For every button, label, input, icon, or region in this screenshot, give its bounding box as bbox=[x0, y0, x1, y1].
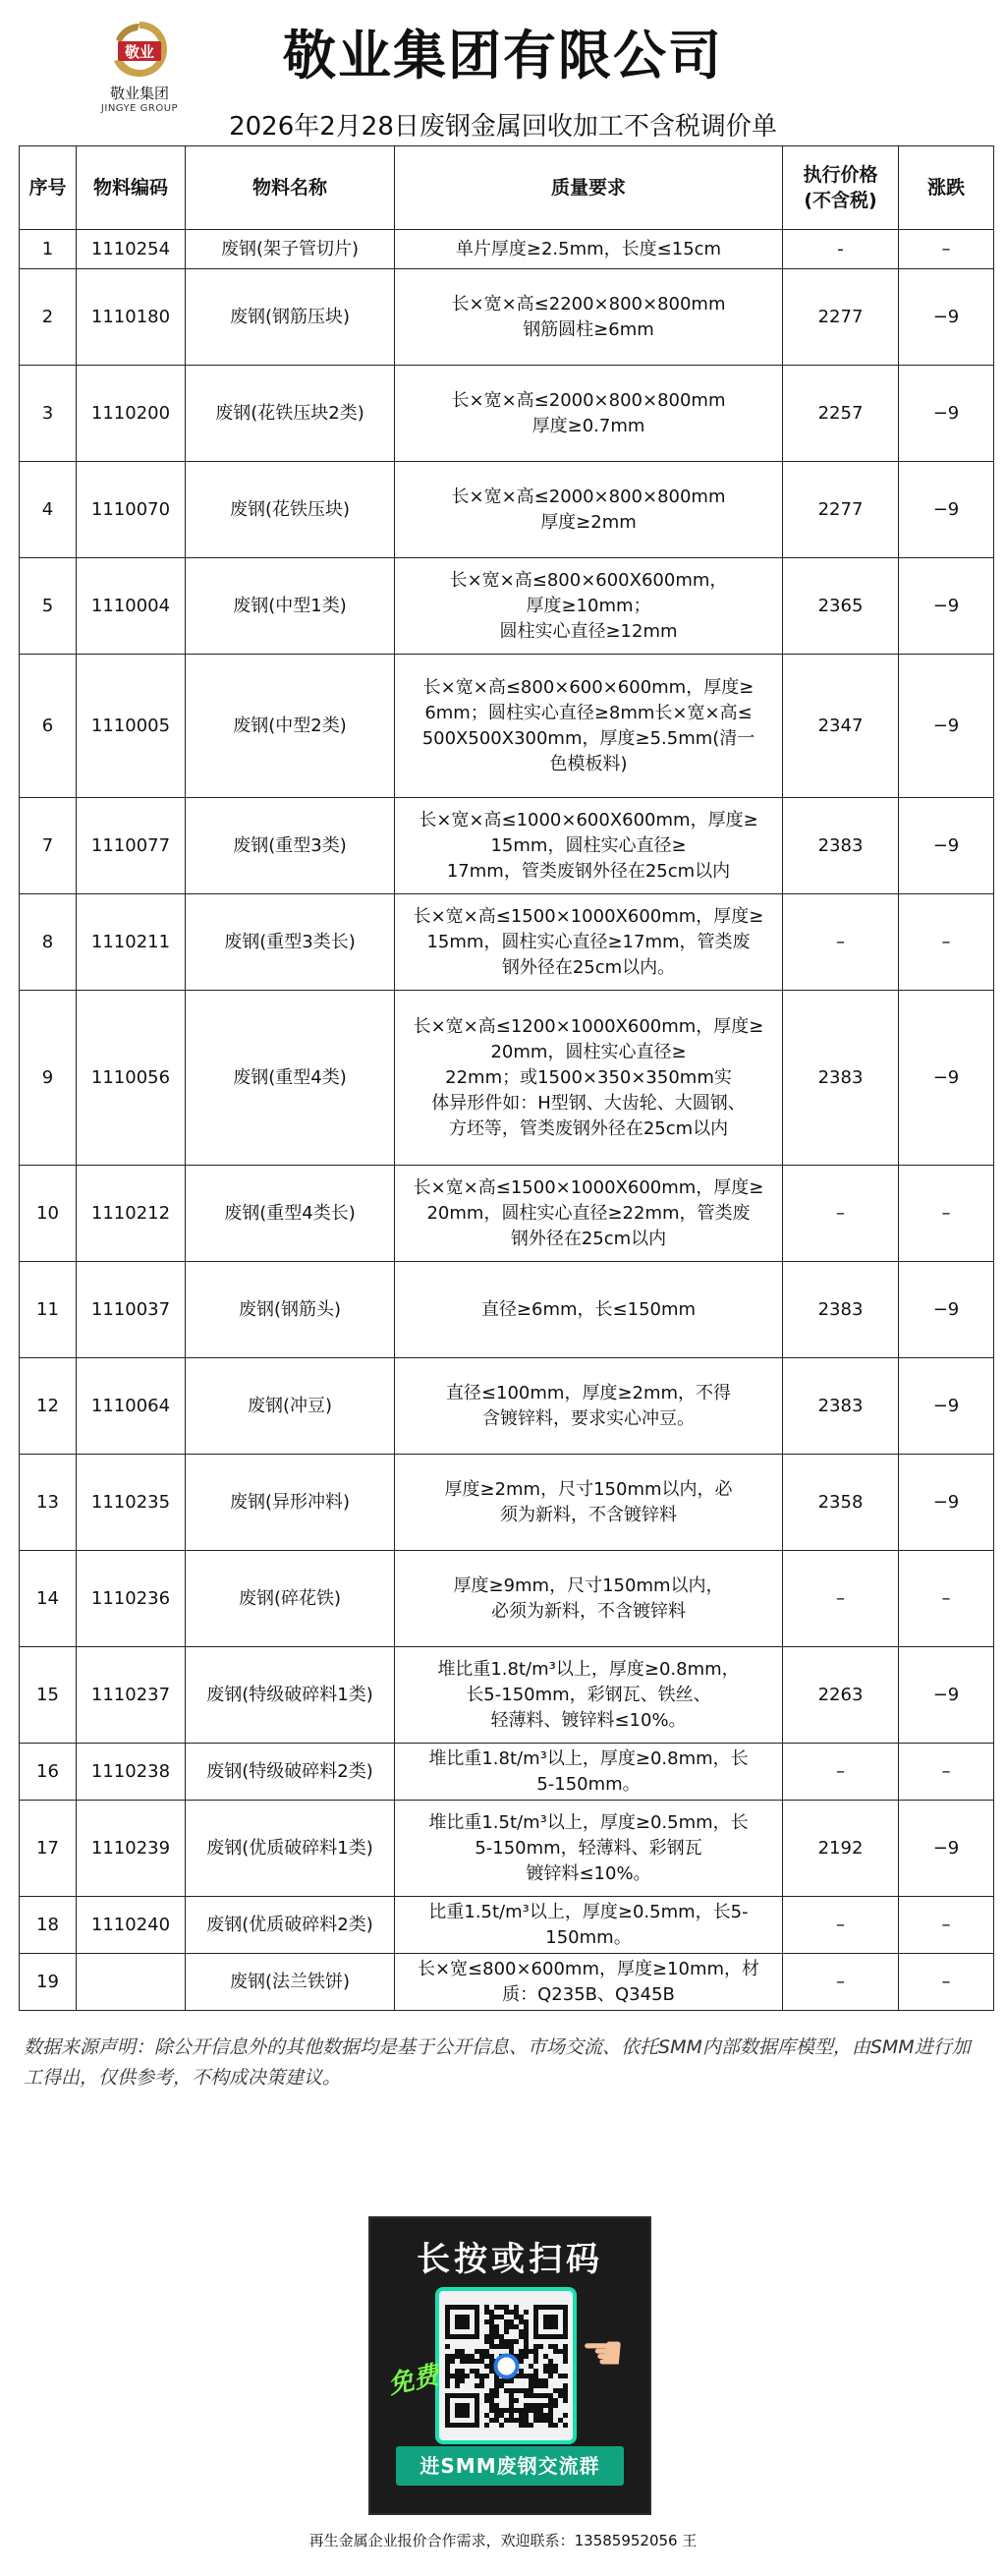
quality-spec: 厚度≥9mm，尺寸150mm以内， 必须为新料，不含镀锌料 bbox=[395, 1551, 783, 1647]
material-name: 废钢(花铁压块) bbox=[186, 462, 395, 558]
price-cell: 2192 bbox=[783, 1801, 899, 1897]
material-name: 废钢(重型4类长) bbox=[186, 1166, 395, 1262]
quality-spec: 长×宽×高≤2200×800×800mm 钢筋圆柱≥6mm bbox=[395, 269, 783, 366]
quality-spec: 长×宽×高≤2000×800×800mm 厚度≥2mm bbox=[395, 462, 783, 558]
table-row bbox=[20, 1954, 994, 2011]
quality-spec: 长×宽×高≤1500×1000X600mm，厚度≥ 20mm，圆柱实心直径≥22mm，管类废 钢外径在25cm以内 bbox=[395, 1166, 783, 1262]
data-source-disclaimer: 数据来源声明：除公开信息外的其他数据均是基于公开信息、市场交流、依托SMM内部数据库模型，由SMM进行加工得出，仅供参考，不构成决策建议。 bbox=[24, 2036, 971, 2089]
material-name: 废钢(架子管切片) bbox=[186, 230, 395, 269]
row-index: 3 bbox=[20, 366, 77, 462]
row-index: 7 bbox=[20, 798, 77, 894]
table-row bbox=[20, 1551, 994, 1647]
header-name: 物料名称 bbox=[186, 146, 395, 230]
quality-spec: 比重1.5t/m³以上，厚度≥0.5mm，长5- 150mm。 bbox=[395, 1897, 783, 1954]
price-cell: – bbox=[783, 1897, 899, 1954]
row-index: 9 bbox=[20, 991, 77, 1166]
change-cell: – bbox=[899, 230, 994, 269]
quality-spec: 堆比重1.8t/m³以上，厚度≥0.8mm，长 5-150mm。 bbox=[395, 1744, 783, 1801]
price-cell: 2383 bbox=[783, 991, 899, 1166]
row-index: 14 bbox=[20, 1551, 77, 1647]
price-cell: 2277 bbox=[783, 462, 899, 558]
material-code: 1110056 bbox=[77, 991, 186, 1166]
material-name: 废钢(重型3类长) bbox=[186, 894, 395, 991]
change-cell: – bbox=[899, 1166, 994, 1262]
material-code: 1110180 bbox=[77, 269, 186, 366]
poster-join-band: 进SMM废钢交流群 bbox=[396, 2446, 624, 2486]
material-name: 废钢(重型3类) bbox=[186, 798, 395, 894]
change-cell: −9 bbox=[899, 269, 994, 366]
contact-footer: 再生金属企业报价合作需求，欢迎联系：13585952056 王 bbox=[308, 2532, 698, 2549]
price-cell: 2365 bbox=[783, 558, 899, 655]
price-cell: 2383 bbox=[783, 1358, 899, 1455]
change-cell: −9 bbox=[899, 798, 994, 894]
logo-name: 敬业集团 bbox=[109, 85, 169, 102]
table-row bbox=[20, 1801, 994, 1897]
material-name: 废钢(钢筋头) bbox=[186, 1262, 395, 1358]
change-cell: – bbox=[899, 1897, 994, 1954]
row-index: 8 bbox=[20, 894, 77, 991]
price-cell: 2277 bbox=[783, 269, 899, 366]
material-code: 1110064 bbox=[77, 1358, 186, 1455]
change-cell: −9 bbox=[899, 1358, 994, 1455]
row-index: 1 bbox=[20, 230, 77, 269]
document-subtitle: 2026年2月28日废钢金属回收加工不含税调价单 bbox=[229, 112, 777, 142]
qr-code[interactable] bbox=[435, 2287, 577, 2444]
material-name: 废钢(碎花铁) bbox=[186, 1551, 395, 1647]
company-title: 敬业集团有限公司 bbox=[283, 25, 723, 86]
row-index: 5 bbox=[20, 558, 77, 655]
quality-spec: 长×宽×高≤1500×1000X600mm，厚度≥ 15mm，圆柱实心直径≥17mm，管类废 钢外径在25cm以内。 bbox=[395, 894, 783, 991]
price-cell: 2383 bbox=[783, 1262, 899, 1358]
free-label: 免费 bbox=[385, 2360, 442, 2401]
table-row bbox=[20, 1358, 994, 1455]
price-cell: – bbox=[783, 1166, 899, 1262]
quality-spec: 长×宽×高≤800×600X600mm， 厚度≥10mm； 圆柱实心直径≥12mm bbox=[395, 558, 783, 655]
change-cell: −9 bbox=[899, 991, 994, 1166]
material-name: 废钢(异形冲料) bbox=[186, 1455, 395, 1551]
poster-title: 长按或扫码 bbox=[417, 2240, 603, 2279]
row-index: 18 bbox=[20, 1897, 77, 1954]
quality-spec: 长×宽×高≤800×600×600mm，厚度≥ 6mm；圆柱实心直径≥8mm长×宽×高≤ 500X500X300mm，厚度≥5.5mm(清一 色模板料) bbox=[395, 655, 783, 798]
quality-spec: 长×宽×高≤2000×800×800mm 厚度≥0.7mm bbox=[395, 366, 783, 462]
row-index: 10 bbox=[20, 1166, 77, 1262]
table-row bbox=[20, 894, 994, 991]
table-row bbox=[20, 230, 994, 269]
qr-poster bbox=[368, 2216, 651, 2515]
change-cell: −9 bbox=[899, 366, 994, 462]
header-price: 执行价格 (不含税) bbox=[783, 146, 899, 230]
change-cell: – bbox=[899, 894, 994, 991]
svg-text:敬业: 敬业 bbox=[124, 43, 155, 61]
table-row bbox=[20, 798, 994, 894]
price-cell: 2263 bbox=[783, 1647, 899, 1744]
material-code: 1110236 bbox=[77, 1551, 186, 1647]
change-cell: −9 bbox=[899, 558, 994, 655]
table-row bbox=[20, 1647, 994, 1744]
table-row bbox=[20, 655, 994, 798]
material-code: 1110237 bbox=[77, 1647, 186, 1744]
row-index: 17 bbox=[20, 1801, 77, 1897]
material-code: 1110239 bbox=[77, 1801, 186, 1897]
row-index: 16 bbox=[20, 1744, 77, 1801]
change-cell: – bbox=[899, 1551, 994, 1647]
material-code: 1110070 bbox=[77, 462, 186, 558]
header-spec: 质量要求 bbox=[395, 146, 783, 230]
material-name: 废钢(优质破碎料1类) bbox=[186, 1801, 395, 1897]
change-cell: – bbox=[899, 1954, 994, 2011]
row-index: 2 bbox=[20, 269, 77, 366]
material-name: 废钢(重型4类) bbox=[186, 991, 395, 1166]
header-index: 序号 bbox=[20, 146, 77, 230]
material-name: 废钢(花铁压块2类) bbox=[186, 366, 395, 462]
change-cell: −9 bbox=[899, 1262, 994, 1358]
table-row bbox=[20, 1744, 994, 1801]
quality-spec: 厚度≥2mm，尺寸150mm以内，必 须为新料，不含镀锌料 bbox=[395, 1455, 783, 1551]
quality-spec: 直径≤100mm，厚度≥2mm，不得 含镀锌料，要求实心冲豆。 bbox=[395, 1358, 783, 1455]
material-code: 1110254 bbox=[77, 230, 186, 269]
material-name: 废钢(中型1类) bbox=[186, 558, 395, 655]
table-row bbox=[20, 558, 994, 655]
material-code: 1110004 bbox=[77, 558, 186, 655]
quality-spec: 直径≥6mm，长≤150mm bbox=[395, 1262, 783, 1358]
price-table bbox=[19, 145, 994, 2011]
logo-english-name: JINGYE GROUP bbox=[100, 103, 179, 114]
change-cell: −9 bbox=[899, 1801, 994, 1897]
material-code: 1110077 bbox=[77, 798, 186, 894]
change-cell: – bbox=[899, 1744, 994, 1801]
quality-spec: 长×宽≤800×600mm，厚度≥10mm，材 质：Q235B、Q345B bbox=[395, 1954, 783, 2011]
material-code: 1110005 bbox=[77, 655, 186, 798]
change-cell: −9 bbox=[899, 1647, 994, 1744]
row-index: 15 bbox=[20, 1647, 77, 1744]
material-code: 1110235 bbox=[77, 1455, 186, 1551]
material-code: 1110240 bbox=[77, 1897, 186, 1954]
table-row bbox=[20, 1455, 994, 1551]
price-cell: – bbox=[783, 1954, 899, 2011]
row-index: 6 bbox=[20, 655, 77, 798]
row-index: 19 bbox=[20, 1954, 77, 2011]
header-change: 涨跌 bbox=[899, 146, 994, 230]
material-code: 1110037 bbox=[77, 1262, 186, 1358]
material-name: 废钢(法兰铁饼) bbox=[186, 1954, 395, 2011]
table-row bbox=[20, 462, 994, 558]
material-name: 废钢(特级破碎料2类) bbox=[186, 1744, 395, 1801]
price-cell: – bbox=[783, 1744, 899, 1801]
change-cell: −9 bbox=[899, 462, 994, 558]
quality-spec: 堆比重1.8t/m³以上，厚度≥0.8mm， 长5-150mm，彩钢瓦、铁丝、 轻薄料、镀锌料≤10%。 bbox=[395, 1647, 783, 1744]
quality-spec: 单片厚度≥2.5mm，长度≤15cm bbox=[395, 230, 783, 269]
price-cell: 2358 bbox=[783, 1455, 899, 1551]
qr-code-icon bbox=[439, 2291, 573, 2440]
table-row bbox=[20, 269, 994, 366]
table-header-row bbox=[20, 146, 994, 230]
row-index: 11 bbox=[20, 1262, 77, 1358]
table-row bbox=[20, 991, 994, 1166]
row-index: 4 bbox=[20, 462, 77, 558]
change-cell: −9 bbox=[899, 655, 994, 798]
material-name: 废钢(中型2类) bbox=[186, 655, 395, 798]
row-index: 13 bbox=[20, 1455, 77, 1551]
material-name: 废钢(优质破碎料2类) bbox=[186, 1897, 395, 1954]
header-code: 物料编码 bbox=[77, 146, 186, 230]
table-row bbox=[20, 1897, 994, 1954]
material-name: 废钢(冲豆) bbox=[186, 1358, 395, 1455]
price-cell: – bbox=[783, 894, 899, 991]
material-code bbox=[77, 1954, 186, 2011]
table-row bbox=[20, 1166, 994, 1262]
price-cell: - bbox=[783, 230, 899, 269]
material-code: 1110211 bbox=[77, 894, 186, 991]
material-code: 1110200 bbox=[77, 366, 186, 462]
material-name: 废钢(特级破碎料1类) bbox=[186, 1647, 395, 1744]
material-code: 1110212 bbox=[77, 1166, 186, 1262]
price-cell: 2257 bbox=[783, 366, 899, 462]
material-name: 废钢(钢筋压块) bbox=[186, 269, 395, 366]
price-cell: 2347 bbox=[783, 655, 899, 798]
quality-spec: 堆比重1.5t/m³以上，厚度≥0.5mm，长 5-150mm，轻薄料、彩钢瓦 镀锌料≤10%。 bbox=[395, 1801, 783, 1897]
table-row bbox=[20, 366, 994, 462]
table-row bbox=[20, 1262, 994, 1358]
row-index: 12 bbox=[20, 1358, 77, 1455]
pointing-hand-icon: ☚ bbox=[581, 2324, 625, 2381]
material-code: 1110238 bbox=[77, 1744, 186, 1801]
price-cell: – bbox=[783, 1551, 899, 1647]
quality-spec: 长×宽×高≤1200×1000X600mm，厚度≥ 20mm，圆柱实心直径≥ 22mm；或1500×350×350mm实 体异形件如：H型钢、大齿轮、大圆钢、 方坯等，管类废钢外径在25cm以内 bbox=[395, 991, 783, 1166]
price-cell: 2383 bbox=[783, 798, 899, 894]
change-cell: −9 bbox=[899, 1455, 994, 1551]
quality-spec: 长×宽×高≤1000×600X600mm，厚度≥ 15mm，圆柱实心直径≥ 17mm，管类废钢外径在25cm以内 bbox=[395, 798, 783, 894]
